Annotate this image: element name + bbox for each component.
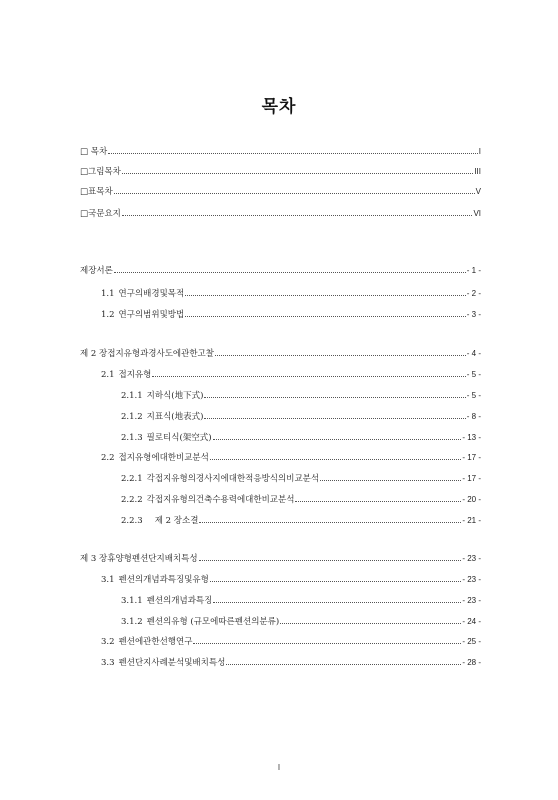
toc-front-item[interactable] <box>80 146 481 158</box>
dot-leader <box>114 186 475 194</box>
toc-number: 3.1 <box>101 575 115 585</box>
toc-section[interactable] <box>101 452 481 464</box>
toc-label: 접지유형 <box>118 370 152 380</box>
toc-page: - 17 - <box>462 453 481 462</box>
toc-page: - 8 - <box>466 412 481 421</box>
toc-label: 제 2 장접지유형과경사도에관한고찰 <box>80 349 214 359</box>
toc-page: - 23 - <box>462 596 481 605</box>
toc-subsection[interactable] <box>121 390 481 402</box>
toc-number: 2.2.3 <box>121 516 143 526</box>
page-number-footer: I <box>277 763 281 772</box>
toc-number: 2.1.3 <box>121 433 143 443</box>
dot-leader <box>108 146 478 154</box>
toc-number: 2.2.2 <box>121 495 143 505</box>
toc-front-item[interactable] <box>80 208 481 220</box>
toc-section[interactable] <box>101 636 481 648</box>
toc-label: 펜션의개념과특징및유형 <box>118 575 209 585</box>
toc-number: 2.1.2 <box>121 412 143 422</box>
toc-number: 1.2 <box>101 310 115 320</box>
toc-page: - 5 - <box>466 391 481 400</box>
dot-leader <box>280 616 461 624</box>
toc-subsection[interactable] <box>121 515 481 527</box>
toc-label: 제장서론 <box>80 266 113 276</box>
toc-chapter[interactable] <box>80 553 481 565</box>
dot-leader <box>199 553 462 561</box>
toc-page: - 20 - <box>462 495 481 504</box>
toc-page: III <box>474 167 481 176</box>
toc-subsection[interactable] <box>121 494 481 506</box>
toc-chapter[interactable] <box>80 265 481 277</box>
dot-leader <box>193 636 461 644</box>
dot-leader <box>185 309 466 317</box>
toc-page: VI <box>473 209 481 218</box>
toc-page: - 25 - <box>462 637 481 646</box>
toc-page: - 21 - <box>462 516 481 525</box>
toc-section[interactable] <box>101 309 481 321</box>
toc-chapter[interactable] <box>80 348 481 360</box>
toc-number: 3.3 <box>101 658 115 668</box>
dot-leader <box>226 657 461 665</box>
toc-front-item[interactable] <box>80 186 481 198</box>
toc-page: - 23 - <box>462 575 481 584</box>
toc-label: 연구의배경및목적 <box>118 289 185 299</box>
toc-subsection[interactable] <box>121 616 481 628</box>
dot-leader <box>213 432 462 440</box>
toc-page: V <box>475 187 481 196</box>
toc-label: 각접지유형의경사지에대한적응방식의비교분석 <box>146 474 320 484</box>
dot-leader <box>199 515 461 523</box>
dot-leader <box>122 208 473 216</box>
toc-label: 제 3 장휴양형펜션단지배치특성 <box>80 554 198 564</box>
dot-leader <box>204 411 465 419</box>
toc-page: - 28 - <box>462 658 481 667</box>
toc-label: 지표식(地表式) <box>146 412 204 422</box>
toc-page: - 3 - <box>466 310 481 319</box>
toc-label: 각접지유형의건축수용력에대한비교분석 <box>146 495 295 505</box>
toc-page: - 13 - <box>462 433 481 442</box>
toc-number: 3.1.2 <box>121 617 143 627</box>
toc-label: 필로티식(架空式) <box>146 433 212 443</box>
toc-page: - 2 - <box>466 289 481 298</box>
toc-section[interactable] <box>101 574 481 586</box>
dot-leader <box>210 452 461 460</box>
toc-number: 3.2 <box>101 637 115 647</box>
toc-label: 지하식(地下式) <box>146 391 204 401</box>
toc-page: - 24 - <box>462 617 481 626</box>
toc-number: 2.1 <box>101 370 115 380</box>
dot-leader <box>210 574 461 582</box>
toc-subsection[interactable] <box>121 595 481 607</box>
dot-leader <box>152 369 465 377</box>
dot-leader <box>114 265 466 273</box>
toc-section[interactable] <box>101 657 481 669</box>
toc-section[interactable] <box>101 369 481 381</box>
toc-number: 2.2.1 <box>121 474 143 484</box>
toc-label: 펜션에관한선행연구 <box>118 637 193 647</box>
toc-page: I <box>478 147 481 156</box>
toc-label: □그림목차 <box>80 167 121 177</box>
page-title: 목차 <box>261 97 297 117</box>
toc-page: - 5 - <box>466 370 481 379</box>
dot-leader <box>215 348 466 356</box>
toc-label: □표목차 <box>80 187 113 197</box>
dot-leader <box>320 473 461 481</box>
dot-leader <box>185 288 466 296</box>
toc-subsection[interactable] <box>121 432 481 444</box>
dot-leader <box>122 166 473 174</box>
toc-subsection[interactable] <box>121 473 481 485</box>
toc-page: - 17 - <box>462 474 481 483</box>
toc-label: 제 2 장소결 <box>146 516 199 526</box>
toc-front-item[interactable] <box>80 166 481 178</box>
toc-section[interactable] <box>101 288 481 300</box>
toc-label: □국문요지 <box>80 209 121 219</box>
toc-label: 펜션의유형 (규모에따른펜션의분류) <box>146 617 280 627</box>
toc-number: 2.1.1 <box>121 391 143 401</box>
dot-leader <box>213 595 461 603</box>
toc-label: 접지유형에대한비교분석 <box>118 453 209 463</box>
dot-leader <box>295 494 461 502</box>
toc-number: 1.1 <box>101 289 115 299</box>
toc-page: - 23 - <box>462 554 481 563</box>
toc-page: - 1 - <box>466 266 481 275</box>
toc-label: 펜션의개념과특징 <box>146 596 213 606</box>
toc-number: 2.2 <box>101 453 115 463</box>
toc-label: 펜션단지사례분석및배치특성 <box>118 658 226 668</box>
toc-subsection[interactable] <box>121 411 481 423</box>
dot-leader <box>204 390 465 398</box>
toc-label: □ 목차 <box>80 147 108 157</box>
toc-number: 3.1.1 <box>121 596 143 606</box>
toc-label: 연구의범위및방법 <box>118 310 185 320</box>
toc-page: - 4 - <box>466 349 481 358</box>
